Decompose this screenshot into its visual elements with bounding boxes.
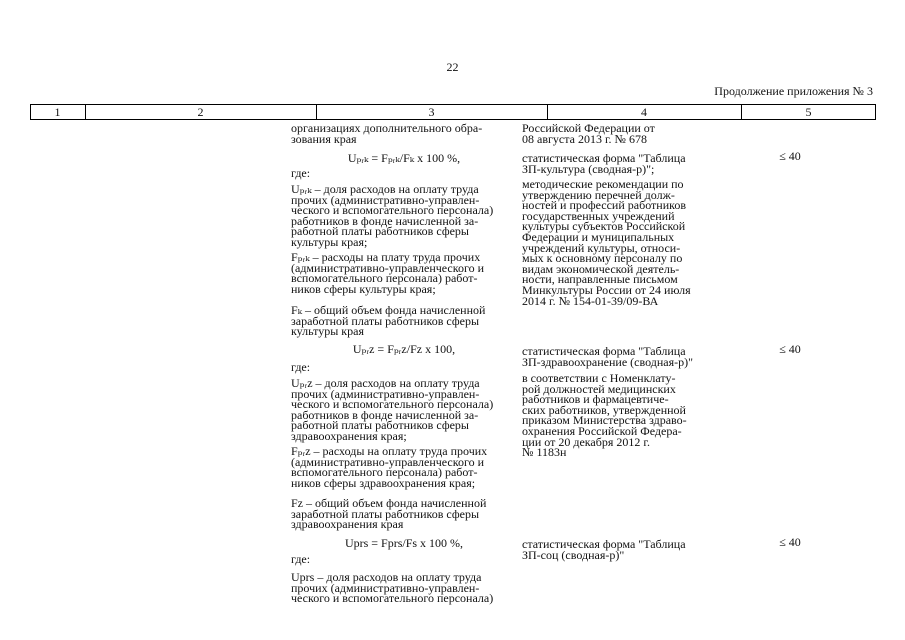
header-col-1: 1 [54,105,61,119]
text-block: статистическая форма "Таблица ЗП-культура (сводная-р)"; [522,151,686,176]
value-cell: ≤ 40 [779,342,801,356]
text-where: где: [291,552,311,566]
table-header-row [30,104,876,120]
formula: Uₚᵣₖ = Fₚᵣₖ/Fₖ х 100 %, [347,151,461,165]
value-cell: ≤ 40 [779,535,801,549]
text-where: где: [291,166,311,180]
header-col-3: 3 [428,105,435,119]
text-block: организациях дополнительного обра- зования края [291,121,483,146]
formula: Uₚᵣz = Fₚᵣz/Fz х 100, [352,342,456,356]
text-block: статистическая форма "Таблица ЗП-соц (сводная-р)" [522,537,686,562]
value-cell: ≤ 40 [779,149,801,163]
text-block: Fₖ – общий объем фонда начисленной заработной платы работников сферы культуры края [291,303,486,339]
text-block: Российской Федерации от 08 августа 2013 г. № 678 [522,121,655,146]
text-block: в соответствии с Номенклату- рой должностей медицинских работников и фармацевтиче- ских работников, утвержденной приказом Министерства здраво- охранения Российской Федера- ции от 20 декабря 2012 г. № 1183н [522,371,687,460]
header-col-4: 4 [641,105,647,119]
text-block: статистическая форма "Таблица ЗП-здравоохранение (сводная-р)" [522,344,693,369]
header-col-2: 2 [197,105,204,119]
continuation-label: Продолжение приложения № 3 [714,84,873,98]
formula: Uprs = Fprs/Fs х 100 %, [344,536,464,550]
text-block: Fₚᵣz – расходы на оплату труда прочих (административно-управленческого и вспомогательного персонала) работ- ников сферы здравоохранения края; [291,444,488,490]
text-block: Uₚᵣz – доля расходов на оплату труда прочих (административно-управлен- ческого и вспомогательного персонала) работников в фонде начисленной за- работной платы работников сферы здравоохранения края; [291,376,494,443]
text-block: Uprs – доля расходов на оплату труда прочих (административно-управлен- ческого и вспомогательного персонала) [291,570,494,606]
text-block: Fₚᵣₖ – расходы на плату труда прочих (административно-управленческого и вспомогательного персонала) работ- ников сферы культуры края; [291,250,485,296]
text-where: где: [291,360,311,374]
text-block: Uₚᵣₖ – доля расходов на оплату труда прочих (административно-управлен- ческого и вспомогательного персонала) работников в фонде начисленной за- работной платы работников сферы культуры края; [291,182,494,249]
text-block: Fz – общий объем фонда начисленной заработной платы работников сферы здравоохранения края [291,496,487,532]
page-number: 22 [446,60,459,74]
header-col-5: 5 [805,105,812,119]
text-block: методические рекомендации по утверждению перечней долж- ностей и профессий работников государственных учреждений культуры субъектов Российской Федерации и муниципальных учреждений культуры, относи- мых к основному персоналу по видам экономической деятель- ности, направленные письмом Минкультуры России от 24 июля 2014 г. № 154-01-39/09-ВА [522,177,691,308]
